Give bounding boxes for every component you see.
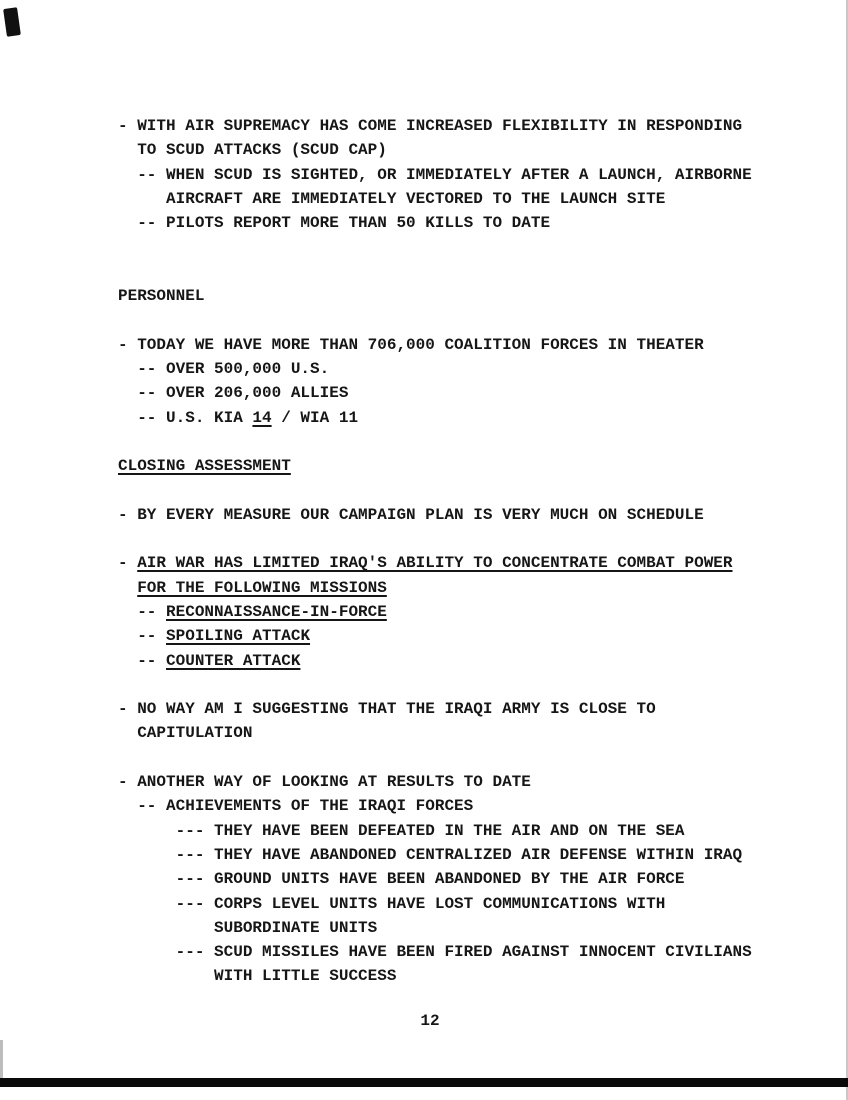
text-segment: --- THEY HAVE ABANDONED CENTRALIZED AIR DEFENSE WITHIN IRAQ — [118, 845, 743, 864]
underlined-text-segment: AIR WAR HAS LIMITED IRAQ'S ABILITY TO CONCENTRATE COMBAT POWER — [137, 554, 733, 573]
text-segment: - BY EVERY MEASURE OUR CAMPAIGN PLAN IS VERY MUCH ON SCHEDULE — [118, 505, 704, 524]
document-line — [118, 721, 778, 745]
document-line — [118, 819, 778, 843]
document-line — [118, 673, 778, 697]
underlined-text-segment: RECONNAISSANCE-IN-FORCE — [166, 602, 387, 621]
document-line — [118, 576, 778, 600]
document-line — [118, 794, 778, 818]
text-segment: -- — [118, 651, 167, 670]
underlined-text-segment: FOR THE FOLLOWING MISSIONS — [137, 578, 387, 597]
document-line — [118, 867, 778, 891]
text-segment: - — [118, 554, 138, 573]
text-segment: -- ACHIEVEMENTS OF THE IRAQI FORCES — [118, 797, 474, 816]
document-line — [118, 649, 778, 673]
underlined-text-segment: SPOILING ATTACK — [166, 627, 311, 646]
text-segment: AIRCRAFT ARE IMMEDIATELY VECTORED TO THE LAUNCH SITE — [118, 189, 666, 208]
scan-artifact-bottom-bar — [0, 1078, 848, 1087]
underlined-text-segment: COUNTER ATTACK — [166, 651, 301, 670]
underlined-text-segment: 14 — [252, 408, 272, 427]
text-segment: - ANOTHER WAY OF LOOKING AT RESULTS TO DATE — [118, 773, 531, 792]
document-line — [118, 187, 778, 211]
text-segment: TO SCUD ATTACKS (SCUD CAP) — [118, 141, 387, 160]
document-line — [118, 843, 778, 867]
document-line — [118, 746, 778, 770]
text-segment: CAPITULATION — [118, 724, 253, 743]
text-segment — [118, 579, 137, 597]
document-line — [118, 940, 778, 964]
scan-artifact-bottom-left — [0, 1040, 3, 1080]
document-line — [118, 333, 778, 357]
text-segment: -- — [118, 602, 167, 621]
text-segment: -- U.S. KIA — [118, 408, 253, 427]
text-segment: -- OVER 206,000 ALLIES — [118, 384, 349, 403]
document-line — [118, 624, 778, 648]
document-line — [118, 235, 778, 259]
document-line — [118, 163, 778, 187]
document-line — [118, 503, 778, 527]
text-segment: / WIA 11 — [271, 408, 359, 427]
document-line — [118, 381, 778, 405]
document-line — [118, 527, 778, 551]
document-lines — [118, 114, 778, 989]
text-segment: - WITH AIR SUPREMACY HAS COME INCREASED FLEXIBILITY IN RESPONDING — [118, 117, 743, 135]
text-segment: PERSONNEL — [118, 287, 205, 306]
text-segment: - TODAY WE HAVE MORE THAN 706,000 COALITION FORCES IN THEATER — [118, 335, 704, 354]
text-segment: --- THEY HAVE BEEN DEFEATED IN THE AIR AND ON THE SEA — [118, 821, 685, 840]
text-segment: -- OVER 500,000 U.S. — [118, 359, 330, 378]
document-line — [118, 454, 778, 478]
document-line — [118, 138, 778, 162]
text-segment: --- SCUD MISSILES HAVE BEEN FIRED AGAINST INNOCENT CIVILIANS — [118, 943, 752, 962]
document-line — [118, 406, 778, 430]
document-line — [118, 478, 778, 502]
text-segment: -- — [118, 627, 167, 646]
document-line — [118, 600, 778, 624]
text-segment: - NO WAY AM I SUGGESTING THAT THE IRAQI ARMY IS CLOSE TO — [118, 700, 656, 719]
document-line — [118, 551, 778, 575]
scan-artifact-top-left — [3, 7, 21, 37]
document-line — [118, 430, 778, 454]
text-segment: WITH LITTLE SUCCESS — [118, 967, 397, 986]
text-segment: SUBORDINATE UNITS — [118, 918, 378, 937]
document-line — [118, 916, 778, 940]
document-line — [118, 697, 778, 721]
underlined-text-segment: CLOSING ASSESSMENT — [118, 457, 291, 476]
document-line — [118, 211, 778, 235]
document-line — [118, 260, 778, 284]
page-number: 12 — [420, 1012, 440, 1030]
text-segment: --- CORPS LEVEL UNITS HAVE LOST COMMUNICATIONS WITH — [118, 894, 666, 913]
document-line — [118, 308, 778, 332]
document-line — [118, 892, 778, 916]
text-segment: -- WHEN SCUD IS SIGHTED, OR IMMEDIATELY AFTER A LAUNCH, AIRBORNE — [118, 165, 752, 184]
document-line — [118, 964, 778, 988]
document-line — [118, 770, 778, 794]
text-segment: -- PILOTS REPORT MORE THAN 50 KILLS TO DATE — [118, 214, 551, 233]
text-segment: --- GROUND UNITS HAVE BEEN ABANDONED BY THE AIR FORCE — [118, 870, 685, 889]
document-line — [118, 284, 778, 308]
document-line — [118, 357, 778, 381]
document-line — [118, 114, 778, 138]
